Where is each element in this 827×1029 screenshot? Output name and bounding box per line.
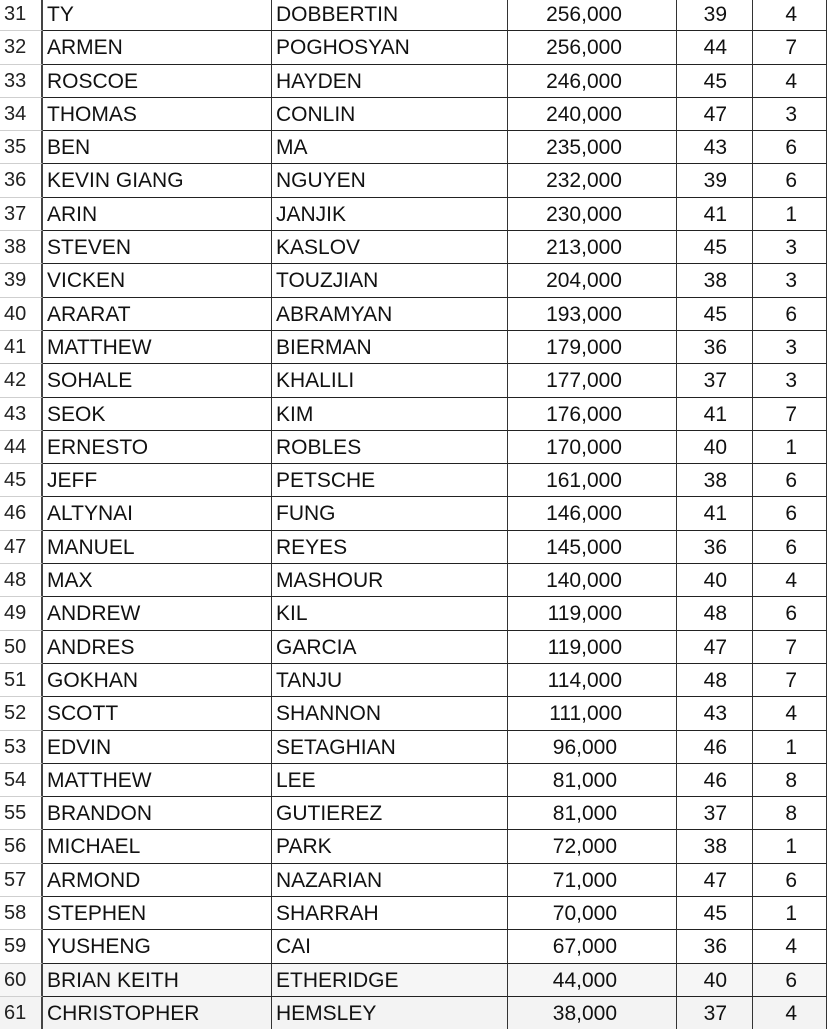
group-cell[interactable]: 6 bbox=[753, 463, 827, 496]
row-number[interactable]: 61 bbox=[0, 996, 43, 1029]
group-cell[interactable]: 7 bbox=[753, 397, 827, 430]
age-cell[interactable]: 44 bbox=[677, 30, 753, 63]
amount-cell[interactable]: 230,000 bbox=[508, 197, 677, 230]
group-cell[interactable]: 4 bbox=[753, 929, 827, 962]
last-name-cell[interactable]: HEMSLEY bbox=[272, 996, 508, 1029]
table-row[interactable] bbox=[0, 730, 827, 763]
table-row[interactable] bbox=[0, 130, 827, 163]
amount-cell[interactable]: 235,000 bbox=[508, 130, 677, 163]
last-name-cell[interactable]: PARK bbox=[272, 829, 508, 862]
age-cell[interactable]: 36 bbox=[677, 929, 753, 962]
last-name-cell[interactable]: SHARRAH bbox=[272, 896, 508, 929]
group-cell[interactable]: 1 bbox=[753, 197, 827, 230]
amount-cell[interactable]: 71,000 bbox=[508, 863, 677, 896]
first-name-cell[interactable]: GOKHAN bbox=[43, 663, 272, 696]
age-cell[interactable]: 45 bbox=[677, 64, 753, 97]
first-name-cell[interactable]: ANDRES bbox=[43, 630, 272, 663]
amount-cell[interactable]: 176,000 bbox=[508, 397, 677, 430]
amount-cell[interactable]: 193,000 bbox=[508, 297, 677, 330]
group-cell[interactable]: 6 bbox=[753, 530, 827, 563]
last-name-cell[interactable]: FUNG bbox=[272, 496, 508, 529]
row-number[interactable]: 45 bbox=[0, 463, 43, 496]
age-cell[interactable]: 45 bbox=[677, 230, 753, 263]
last-name-cell[interactable]: REYES bbox=[272, 530, 508, 563]
amount-cell[interactable]: 179,000 bbox=[508, 330, 677, 363]
age-cell[interactable]: 39 bbox=[677, 0, 753, 30]
group-cell[interactable]: 7 bbox=[753, 630, 827, 663]
last-name-cell[interactable]: SHANNON bbox=[272, 696, 508, 729]
age-cell[interactable]: 43 bbox=[677, 696, 753, 729]
age-cell[interactable]: 36 bbox=[677, 530, 753, 563]
age-cell[interactable]: 45 bbox=[677, 896, 753, 929]
age-cell[interactable]: 40 bbox=[677, 430, 753, 463]
first-name-cell[interactable]: MATTHEW bbox=[43, 763, 272, 796]
row-number[interactable]: 36 bbox=[0, 163, 43, 196]
last-name-cell[interactable]: KIM bbox=[272, 397, 508, 430]
table-row[interactable] bbox=[0, 796, 827, 829]
last-name-cell[interactable]: TANJU bbox=[272, 663, 508, 696]
first-name-cell[interactable]: ROSCOE bbox=[43, 64, 272, 97]
table-row[interactable] bbox=[0, 563, 827, 596]
first-name-cell[interactable]: ERNESTO bbox=[43, 430, 272, 463]
row-number[interactable]: 42 bbox=[0, 363, 43, 396]
amount-cell[interactable]: 44,000 bbox=[508, 963, 677, 996]
row-number[interactable]: 38 bbox=[0, 230, 43, 263]
row-number[interactable]: 47 bbox=[0, 530, 43, 563]
amount-cell[interactable]: 256,000 bbox=[508, 30, 677, 63]
first-name-cell[interactable]: STEVEN bbox=[43, 230, 272, 263]
first-name-cell[interactable]: ARMEN bbox=[43, 30, 272, 63]
amount-cell[interactable]: 170,000 bbox=[508, 430, 677, 463]
table-row[interactable] bbox=[0, 696, 827, 729]
last-name-cell[interactable]: CONLIN bbox=[272, 97, 508, 130]
first-name-cell[interactable]: TY bbox=[43, 0, 272, 30]
table-row[interactable] bbox=[0, 297, 827, 330]
group-cell[interactable]: 7 bbox=[753, 30, 827, 63]
group-cell[interactable]: 3 bbox=[753, 363, 827, 396]
amount-cell[interactable]: 256,000 bbox=[508, 0, 677, 30]
first-name-cell[interactable]: KEVIN GIANG bbox=[43, 163, 272, 196]
amount-cell[interactable]: 119,000 bbox=[508, 596, 677, 629]
age-cell[interactable]: 39 bbox=[677, 163, 753, 196]
last-name-cell[interactable]: BIERMAN bbox=[272, 330, 508, 363]
row-number[interactable]: 59 bbox=[0, 929, 43, 962]
row-number[interactable]: 58 bbox=[0, 896, 43, 929]
amount-cell[interactable]: 96,000 bbox=[508, 730, 677, 763]
amount-cell[interactable]: 119,000 bbox=[508, 630, 677, 663]
age-cell[interactable]: 48 bbox=[677, 663, 753, 696]
group-cell[interactable]: 8 bbox=[753, 763, 827, 796]
last-name-cell[interactable]: MASHOUR bbox=[272, 563, 508, 596]
last-name-cell[interactable]: LEE bbox=[272, 763, 508, 796]
age-cell[interactable]: 41 bbox=[677, 397, 753, 430]
row-number[interactable]: 39 bbox=[0, 263, 43, 296]
age-cell[interactable]: 38 bbox=[677, 463, 753, 496]
table-row[interactable] bbox=[0, 230, 827, 263]
last-name-cell[interactable]: NAZARIAN bbox=[272, 863, 508, 896]
table-row[interactable] bbox=[0, 829, 827, 862]
row-number[interactable]: 60 bbox=[0, 963, 43, 996]
first-name-cell[interactable]: MAX bbox=[43, 563, 272, 596]
first-name-cell[interactable]: BRANDON bbox=[43, 796, 272, 829]
first-name-cell[interactable]: VICKEN bbox=[43, 263, 272, 296]
last-name-cell[interactable]: NGUYEN bbox=[272, 163, 508, 196]
group-cell[interactable]: 3 bbox=[753, 230, 827, 263]
table-row[interactable] bbox=[0, 363, 827, 396]
age-cell[interactable]: 41 bbox=[677, 197, 753, 230]
amount-cell[interactable]: 81,000 bbox=[508, 763, 677, 796]
row-number[interactable]: 55 bbox=[0, 796, 43, 829]
amount-cell[interactable]: 161,000 bbox=[508, 463, 677, 496]
table-row[interactable] bbox=[0, 763, 827, 796]
amount-cell[interactable]: 81,000 bbox=[508, 796, 677, 829]
age-cell[interactable]: 47 bbox=[677, 630, 753, 663]
group-cell[interactable]: 4 bbox=[753, 996, 827, 1029]
age-cell[interactable]: 37 bbox=[677, 996, 753, 1029]
table-row[interactable] bbox=[0, 64, 827, 97]
last-name-cell[interactable]: ROBLES bbox=[272, 430, 508, 463]
row-number[interactable]: 40 bbox=[0, 297, 43, 330]
row-number[interactable]: 44 bbox=[0, 430, 43, 463]
first-name-cell[interactable]: BRIAN KEITH bbox=[43, 963, 272, 996]
table-row[interactable] bbox=[0, 430, 827, 463]
group-cell[interactable]: 8 bbox=[753, 796, 827, 829]
age-cell[interactable]: 48 bbox=[677, 596, 753, 629]
row-number[interactable]: 34 bbox=[0, 97, 43, 130]
amount-cell[interactable]: 70,000 bbox=[508, 896, 677, 929]
age-cell[interactable]: 37 bbox=[677, 363, 753, 396]
group-cell[interactable]: 7 bbox=[753, 663, 827, 696]
first-name-cell[interactable]: YUSHENG bbox=[43, 929, 272, 962]
group-cell[interactable]: 3 bbox=[753, 263, 827, 296]
last-name-cell[interactable]: POGHOSYAN bbox=[272, 30, 508, 63]
last-name-cell[interactable]: DOBBERTIN bbox=[272, 0, 508, 30]
amount-cell[interactable]: 145,000 bbox=[508, 530, 677, 563]
last-name-cell[interactable]: ETHERIDGE bbox=[272, 963, 508, 996]
table-row[interactable] bbox=[0, 896, 827, 929]
first-name-cell[interactable]: SEOK bbox=[43, 397, 272, 430]
amount-cell[interactable]: 140,000 bbox=[508, 563, 677, 596]
amount-cell[interactable]: 67,000 bbox=[508, 929, 677, 962]
group-cell[interactable]: 6 bbox=[753, 163, 827, 196]
age-cell[interactable]: 43 bbox=[677, 130, 753, 163]
first-name-cell[interactable]: ANDREW bbox=[43, 596, 272, 629]
group-cell[interactable]: 1 bbox=[753, 730, 827, 763]
table-row[interactable] bbox=[0, 330, 827, 363]
last-name-cell[interactable]: KASLOV bbox=[272, 230, 508, 263]
group-cell[interactable]: 1 bbox=[753, 896, 827, 929]
age-cell[interactable]: 45 bbox=[677, 297, 753, 330]
group-cell[interactable]: 6 bbox=[753, 963, 827, 996]
amount-cell[interactable]: 146,000 bbox=[508, 496, 677, 529]
row-number[interactable]: 50 bbox=[0, 630, 43, 663]
first-name-cell[interactable]: MICHAEL bbox=[43, 829, 272, 862]
table-row[interactable] bbox=[0, 863, 827, 896]
table-row[interactable] bbox=[0, 163, 827, 196]
last-name-cell[interactable]: HAYDEN bbox=[272, 64, 508, 97]
first-name-cell[interactable]: SOHALE bbox=[43, 363, 272, 396]
table-row[interactable] bbox=[0, 496, 827, 529]
amount-cell[interactable]: 114,000 bbox=[508, 663, 677, 696]
age-cell[interactable]: 40 bbox=[677, 563, 753, 596]
age-cell[interactable]: 36 bbox=[677, 330, 753, 363]
age-cell[interactable]: 37 bbox=[677, 796, 753, 829]
group-cell[interactable]: 6 bbox=[753, 496, 827, 529]
row-number[interactable]: 52 bbox=[0, 696, 43, 729]
age-cell[interactable]: 46 bbox=[677, 763, 753, 796]
amount-cell[interactable]: 213,000 bbox=[508, 230, 677, 263]
amount-cell[interactable]: 177,000 bbox=[508, 363, 677, 396]
group-cell[interactable]: 3 bbox=[753, 97, 827, 130]
table-row[interactable] bbox=[0, 97, 827, 130]
group-cell[interactable]: 6 bbox=[753, 130, 827, 163]
age-cell[interactable]: 40 bbox=[677, 963, 753, 996]
row-number[interactable]: 54 bbox=[0, 763, 43, 796]
row-number[interactable]: 49 bbox=[0, 596, 43, 629]
row-number[interactable]: 53 bbox=[0, 730, 43, 763]
row-number[interactable]: 41 bbox=[0, 330, 43, 363]
last-name-cell[interactable]: GARCIA bbox=[272, 630, 508, 663]
table-row[interactable] bbox=[0, 596, 827, 629]
group-cell[interactable]: 6 bbox=[753, 596, 827, 629]
first-name-cell[interactable]: JEFF bbox=[43, 463, 272, 496]
first-name-cell[interactable]: ARARAT bbox=[43, 297, 272, 330]
first-name-cell[interactable]: ARMOND bbox=[43, 863, 272, 896]
row-number[interactable]: 46 bbox=[0, 496, 43, 529]
first-name-cell[interactable]: SCOTT bbox=[43, 696, 272, 729]
table-row[interactable] bbox=[0, 263, 827, 296]
last-name-cell[interactable]: MA bbox=[272, 130, 508, 163]
age-cell[interactable]: 38 bbox=[677, 263, 753, 296]
first-name-cell[interactable]: EDVIN bbox=[43, 730, 272, 763]
first-name-cell[interactable]: ALTYNAI bbox=[43, 496, 272, 529]
table-row[interactable] bbox=[0, 963, 827, 996]
table-row[interactable] bbox=[0, 0, 827, 30]
first-name-cell[interactable]: STEPHEN bbox=[43, 896, 272, 929]
group-cell[interactable]: 4 bbox=[753, 696, 827, 729]
group-cell[interactable]: 3 bbox=[753, 330, 827, 363]
group-cell[interactable]: 4 bbox=[753, 64, 827, 97]
amount-cell[interactable]: 111,000 bbox=[508, 696, 677, 729]
row-number[interactable]: 35 bbox=[0, 130, 43, 163]
age-cell[interactable]: 47 bbox=[677, 97, 753, 130]
row-number[interactable]: 57 bbox=[0, 863, 43, 896]
table-row[interactable] bbox=[0, 929, 827, 962]
amount-cell[interactable]: 72,000 bbox=[508, 829, 677, 862]
last-name-cell[interactable]: JANJIK bbox=[272, 197, 508, 230]
amount-cell[interactable]: 38,000 bbox=[508, 996, 677, 1029]
row-number[interactable]: 43 bbox=[0, 397, 43, 430]
last-name-cell[interactable]: KIL bbox=[272, 596, 508, 629]
group-cell[interactable]: 4 bbox=[753, 0, 827, 30]
last-name-cell[interactable]: CAI bbox=[272, 929, 508, 962]
age-cell[interactable]: 41 bbox=[677, 496, 753, 529]
group-cell[interactable]: 6 bbox=[753, 863, 827, 896]
first-name-cell[interactable]: BEN bbox=[43, 130, 272, 163]
group-cell[interactable]: 6 bbox=[753, 297, 827, 330]
first-name-cell[interactable]: MANUEL bbox=[43, 530, 272, 563]
age-cell[interactable]: 47 bbox=[677, 863, 753, 896]
row-number[interactable]: 51 bbox=[0, 663, 43, 696]
last-name-cell[interactable]: KHALILI bbox=[272, 363, 508, 396]
last-name-cell[interactable]: GUTIEREZ bbox=[272, 796, 508, 829]
table-row[interactable] bbox=[0, 463, 827, 496]
amount-cell[interactable]: 232,000 bbox=[508, 163, 677, 196]
first-name-cell[interactable]: MATTHEW bbox=[43, 330, 272, 363]
row-number[interactable]: 56 bbox=[0, 829, 43, 862]
row-number[interactable]: 31 bbox=[0, 0, 43, 30]
age-cell[interactable]: 46 bbox=[677, 730, 753, 763]
last-name-cell[interactable]: ABRAMYAN bbox=[272, 297, 508, 330]
table-row[interactable] bbox=[0, 663, 827, 696]
row-number[interactable]: 37 bbox=[0, 197, 43, 230]
row-number[interactable]: 32 bbox=[0, 30, 43, 63]
first-name-cell[interactable]: CHRISTOPHER bbox=[43, 996, 272, 1029]
group-cell[interactable]: 1 bbox=[753, 430, 827, 463]
row-number[interactable]: 33 bbox=[0, 64, 43, 97]
table-row[interactable] bbox=[0, 996, 827, 1029]
last-name-cell[interactable]: TOUZJIAN bbox=[272, 263, 508, 296]
row-number[interactable]: 48 bbox=[0, 563, 43, 596]
amount-cell[interactable]: 204,000 bbox=[508, 263, 677, 296]
table-row[interactable] bbox=[0, 530, 827, 563]
amount-cell[interactable]: 240,000 bbox=[508, 97, 677, 130]
age-cell[interactable]: 38 bbox=[677, 829, 753, 862]
group-cell[interactable]: 4 bbox=[753, 563, 827, 596]
table-row[interactable] bbox=[0, 197, 827, 230]
table-row[interactable] bbox=[0, 397, 827, 430]
last-name-cell[interactable]: SETAGHIAN bbox=[272, 730, 508, 763]
last-name-cell[interactable]: PETSCHE bbox=[272, 463, 508, 496]
first-name-cell[interactable]: ARIN bbox=[43, 197, 272, 230]
group-cell[interactable]: 1 bbox=[753, 829, 827, 862]
first-name-cell[interactable]: THOMAS bbox=[43, 97, 272, 130]
table-row[interactable] bbox=[0, 30, 827, 63]
table-row[interactable] bbox=[0, 630, 827, 663]
amount-cell[interactable]: 246,000 bbox=[508, 64, 677, 97]
